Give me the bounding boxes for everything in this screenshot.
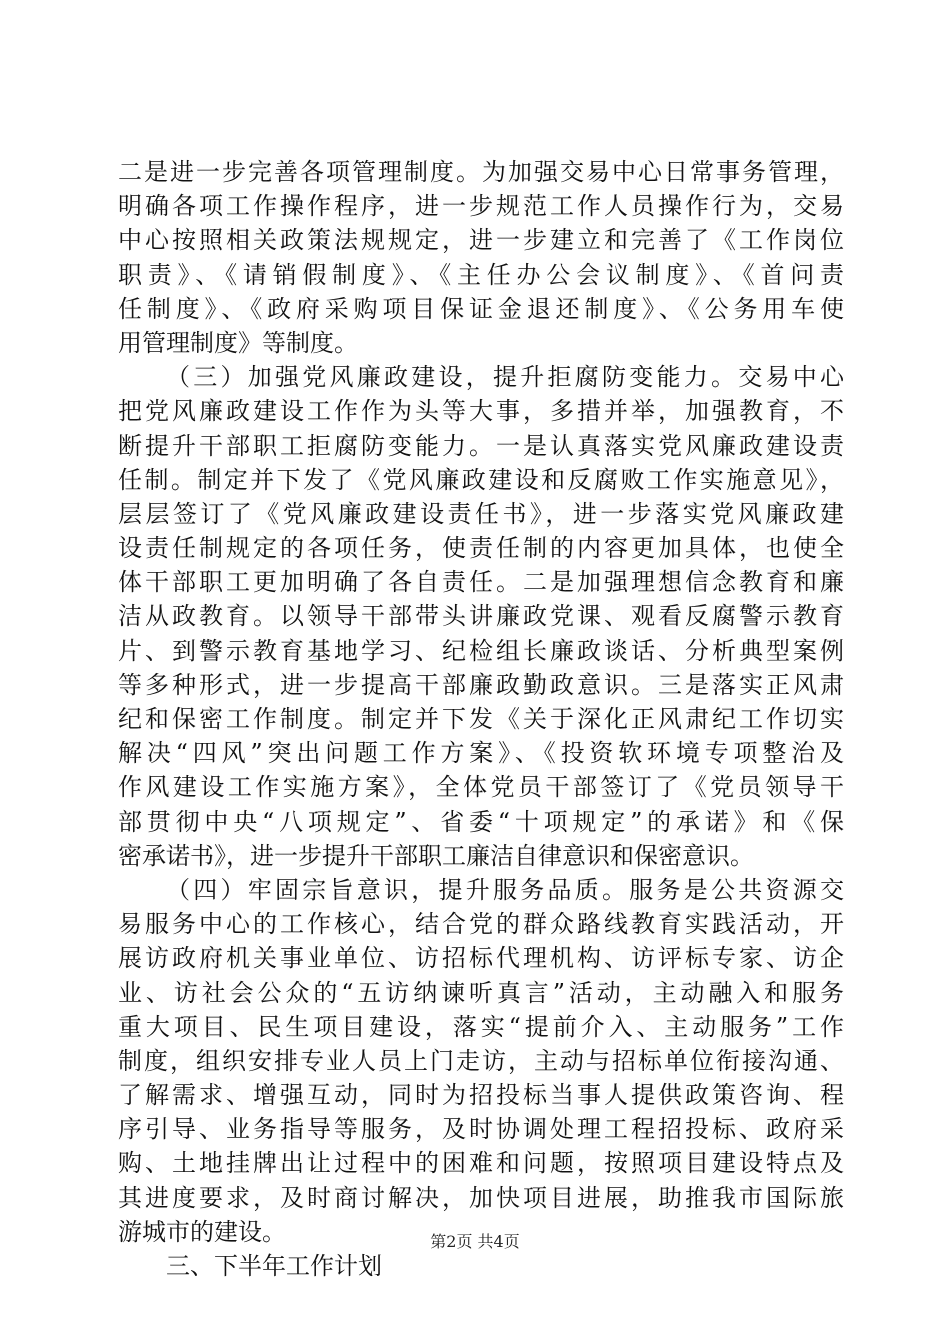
text-line: 重大项目、民生项目建设，落实“提前介入、主动服务”工作 [118, 1012, 844, 1041]
section-heading-line: 三、下半年工作计划 [166, 1252, 382, 1280]
text-line: 设责任制规定的各项任务，使责任制的内容更加具体，也使全 [118, 534, 844, 563]
text-line: 二是进一步完善各项管理制度。为加强交易中心日常事务管理， [118, 158, 844, 186]
page-footer [0, 1232, 950, 1252]
text-line: 明确各项工作操作程序，进一步规范工作人员操作行为，交易 [118, 192, 844, 221]
text-line: 体干部职工更加明确了各自责任。二是加强理想信念教育和廉 [118, 568, 844, 597]
text-line: 了解需求、增强互动，同时为招投标当事人提供政策咨询、程 [118, 1081, 844, 1110]
text-line: 易服务中心的工作核心，结合党的群众路线教育实践活动，开 [118, 910, 844, 939]
text-line: 层层签订了《党风廉政建设责任书》，进一步落实党风廉政建 [118, 499, 844, 528]
page-number-label: 第2页 共4页 [430, 1232, 520, 1251]
text-line: 纪和保密工作制度。制定并下发《关于深化正风肃纪工作切实 [118, 705, 844, 733]
text-line: 购、土地挂牌出让过程中的困难和问题，按照项目建设特点及 [118, 1149, 844, 1178]
text-line: 业、访社会公众的“五访纳谏听真言”活动，主动融入和服务 [118, 978, 844, 1007]
text-line: 任制度》、《政府采购项目保证金退还制度》、《公务用车使 [118, 294, 844, 323]
text-line: 制度，组织安排专业人员上门走访，主动与招标单位衔接沟通、 [118, 1046, 844, 1075]
document-body [118, 155, 844, 1283]
text-line: 游城市的建设。 [118, 1217, 286, 1246]
text-line: 断提升干部职工拒腐防变能力。一是认真落实党风廉政建设责 [118, 431, 844, 460]
text-line: 片、到警示教育基地学习、纪检组长廉政谈话、分析典型案例 [118, 636, 844, 665]
section-heading-line: （三）加强党风廉政建设，提升拒腐防变能力。交易中心 [166, 363, 844, 392]
text-line: 任制。制定并下发了《党风廉政建设和反腐败工作实施意见》， [118, 465, 844, 494]
text-line: 洁从政教育。以领导干部带头讲廉政党课、观看反腐警示教育 [118, 602, 844, 631]
text-line: 等多种形式，进一步提高干部廉政勤政意识。三是落实正风肃 [118, 670, 844, 699]
text-line: 解决“四风”突出问题工作方案》、《投资软环境专项整治及 [118, 739, 844, 768]
section-heading-line: （四）牢固宗旨意识，提升服务品质。服务是公共资源交 [166, 875, 844, 904]
text-line: 展访政府机关事业单位、访招标代理机构、访评标专家、访企 [118, 944, 844, 973]
text-line: 序引导、业务指导等服务，及时协调处理工程招投标、政府采 [118, 1115, 844, 1144]
text-line: 密承诺书》，进一步提升干部职工廉洁自律意识和保密意识。 [118, 841, 754, 870]
text-line: 职责》、《请销假制度》、《主任办公会议制度》、《首问责 [118, 260, 844, 289]
text-line: 把党风廉政建设工作作为头等大事，多措并举，加强教育，不 [118, 397, 844, 426]
text-line: 作风建设工作实施方案》，全体党员干部签订了《党员领导干 [118, 773, 844, 802]
text-line: 其进度要求，及时商讨解决，加快项目进展，助推我市国际旅 [118, 1183, 844, 1212]
text-line: 部贯彻中央“八项规定”、省委“十项规定”的承诺》和《保 [118, 807, 844, 836]
text-line: 中心按照相关政策法规规定，进一步建立和完善了《工作岗位 [118, 226, 844, 255]
text-line: 用管理制度》等制度。 [118, 328, 358, 357]
